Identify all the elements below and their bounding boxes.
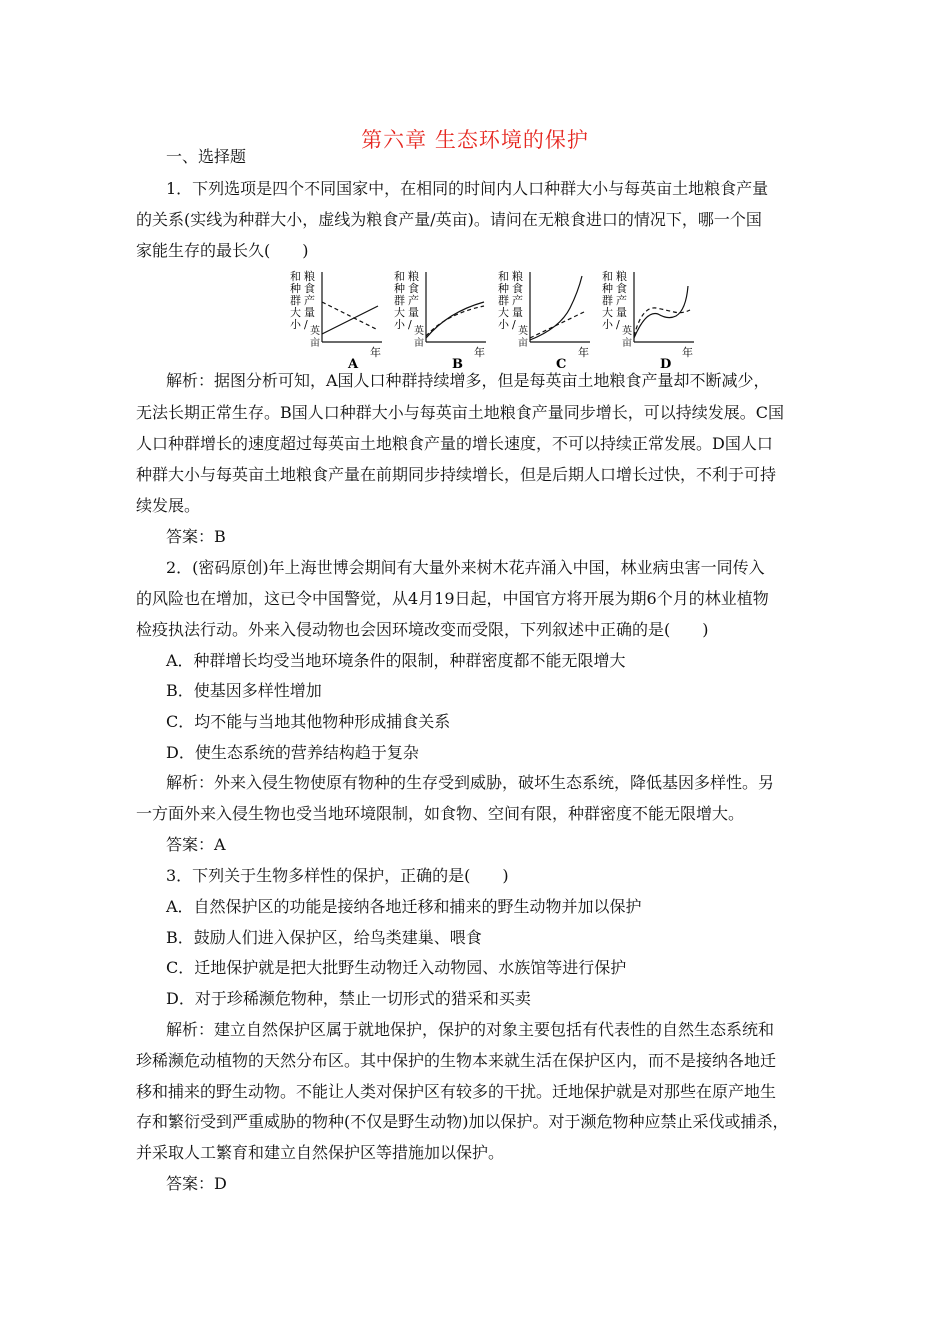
q3-answer: 答案：D [166,1174,227,1193]
q1-analysis-line: 续发展。 [136,496,201,515]
ylabel-left: 种 [290,282,301,295]
solid-population-line [530,276,582,340]
ylabel-right: 粮 [512,270,523,283]
x-label: 年 [370,346,381,359]
panel-d [602,270,694,370]
q1-analysis-line: 解析：据图分析可知，A国人口种群持续增多，但是每英亩土地粮食产量却不断减少， [166,371,770,390]
ylabel-right: 英 [310,326,320,337]
q3-option-a: A．自然保护区的功能是接纳各地迁移和捕来的野生动物并加以保护 [166,897,642,916]
ylabel-right: / [616,318,620,331]
q2-option-a: A．种群增长均受当地环境条件的限制，种群密度都不能无限增大 [166,651,626,670]
q3-text-line: 3．下列关于生物多样性的保护，正确的是( ) [166,866,509,885]
ylabel-left: 大 [394,306,405,319]
q1-text-line: 家能生存的最长久( ) [136,241,309,260]
ylabel-right: 粮 [304,270,315,283]
ylabel-right: 粮 [616,270,627,283]
ylabel-right: 量 [304,306,315,319]
ylabel-left: 大 [498,306,509,319]
solid-population-line [634,286,688,338]
q1-figure [290,270,700,370]
q2-option-d: D．使生态系统的营养结构趋于复杂 [166,743,419,762]
q2-text-line: 2．(密码原创)年上海世博会期间有大量外来树木花卉涌入中国，林业病虫害一同传入 [166,558,765,577]
page-title: 第六章 生态环境的保护 [361,128,589,152]
ylabel-right: 量 [512,306,523,319]
q1-text-line: 的关系(实线为种群大小，虚线为粮食产量/英亩)。请问在无粮食进口的情况下，哪一个国 [136,210,762,229]
q2-option-c: C．均不能与当地其他物种形成捕食关系 [166,712,451,731]
q2-text-line: 的风险也在增加，这已令中国警觉，从4月19日起，中国官方将开展为期6个月的林业植物 [136,589,769,608]
panel-c [498,270,590,370]
ylabel-right: / [304,318,308,331]
ylabel-left: 种 [602,282,613,295]
ylabel-right: 食 [408,282,419,295]
x-label: 年 [578,346,589,359]
q2-analysis-line: 一方面外来入侵生物也受当地环境限制，如食物、空间有限，种群密度不能无限增大。 [136,804,745,823]
section-heading: 一、选择题 [166,147,247,166]
ylabel-right: 食 [616,282,627,295]
x-label: 年 [682,346,693,359]
q3-option-b: B．鼓励人们进入保护区，给鸟类建巢、喂食 [166,928,482,947]
ylabel-right: 粮 [408,270,419,283]
q1-analysis-line: 无法长期正常生存。B国人口种群大小与每英亩土地粮食产量同步增长，可以持续发展。C国 [136,403,785,422]
ylabel-left: 小 [290,318,301,331]
ylabel-left: 种 [394,282,405,295]
q3-option-d: D．对于珍稀濒危物种，禁止一切形式的猎采和买卖 [166,989,531,1008]
ylabel-right: 亩 [518,338,528,349]
ylabel-right: / [408,318,412,331]
solid-population-line [322,306,378,334]
ylabel-left: 群 [602,294,613,307]
q3-analysis-line: 解析：建立自然保护区属于就地保护，保护的对象主要包括有代表性的自然生态系统和 [166,1020,775,1039]
panel-label-c: C [556,357,567,370]
ylabel-left: 大 [602,306,613,319]
panel-label-a: A [348,357,359,370]
q1-answer: 答案：B [166,527,226,546]
dashed-food-line [426,306,484,336]
q3-analysis-line: 存和繁衍受到严重威胁的物种(不仅是野生动物)加以保护。对于濒危物种应禁止采伐或捕杀， [136,1112,789,1131]
ylabel-right: 食 [304,282,315,295]
ylabel-left: 和 [602,270,613,283]
panel-label-b: B [452,357,463,370]
ylabel-left: 小 [602,318,613,331]
x-label: 年 [474,346,485,359]
ylabel-right: 亩 [414,338,424,349]
ylabel-left: 小 [394,318,405,331]
q3-analysis-line: 珍稀濒危动植物的天然分布区。其中保护的生物本来就生活在保护区内，而不是接纳各地迁 [136,1051,777,1070]
ylabel-left: 种 [498,282,509,295]
ylabel-left: 小 [498,318,509,331]
q1-text-line: 1．下列选项是四个不同国家中，在相同的时间内人口种群大小与每英亩土地粮食产量 [166,179,769,198]
ylabel-right: 量 [616,306,627,319]
ylabel-left: 和 [394,270,405,283]
q3-option-c: C．迁地保护就是把大批野生动物迁入动物园、水族馆等进行保护 [166,958,627,977]
ylabel-right: 英 [622,326,632,337]
dashed-food-line [322,302,378,330]
ylabel-left: 群 [290,294,301,307]
ylabel-right: / [512,318,516,331]
q1-graphs-svg [290,270,700,370]
panel-a [290,270,382,370]
ylabel-right: 英 [414,326,424,337]
ylabel-right: 产 [304,294,315,307]
ylabel-left: 和 [498,270,509,283]
ylabel-left: 群 [394,294,405,307]
panel-b [394,270,486,370]
ylabel-right: 产 [512,294,523,307]
q2-analysis-line: 解析：外来入侵生物使原有物种的生存受到威胁，破坏生态系统，降低基因多样性。另 [166,773,775,792]
ylabel-right: 英 [518,326,528,337]
ylabel-right: 亩 [622,338,632,349]
q3-analysis-line: 并采取人工繁育和建立自然保护区等措施加以保护。 [136,1143,505,1162]
ylabel-right: 产 [616,294,627,307]
q1-analysis-line: 人口种群增长的速度超过每英亩土地粮食产量的增长速度，不可以持续正常发展。D国人口 [136,434,773,453]
ylabel-right: 亩 [310,338,320,349]
ylabel-left: 大 [290,306,301,319]
panel-label-d: D [660,357,672,370]
ylabel-left: 和 [290,270,301,283]
q3-analysis-line: 移和捕来的野生动物。不能让人类对保护区有较多的干扰。迁地保护就是对那些在原产地生 [136,1082,777,1101]
q2-option-b: B．使基因多样性增加 [166,681,322,700]
q1-analysis-line: 种群大小与每英亩土地粮食产量在前期同步持续增长，但是后期人口增长过快，不利于可持 [136,465,777,484]
q2-text-line: 检疫执法行动。外来入侵动物也会因环境改变而受限，下列叙述中正确的是( ) [136,620,709,639]
ylabel-right: 食 [512,282,523,295]
ylabel-right: 产 [408,294,419,307]
ylabel-left: 群 [498,294,509,307]
q2-answer: 答案：A [166,835,226,854]
solid-population-line [426,302,484,338]
ylabel-right: 量 [408,306,419,319]
